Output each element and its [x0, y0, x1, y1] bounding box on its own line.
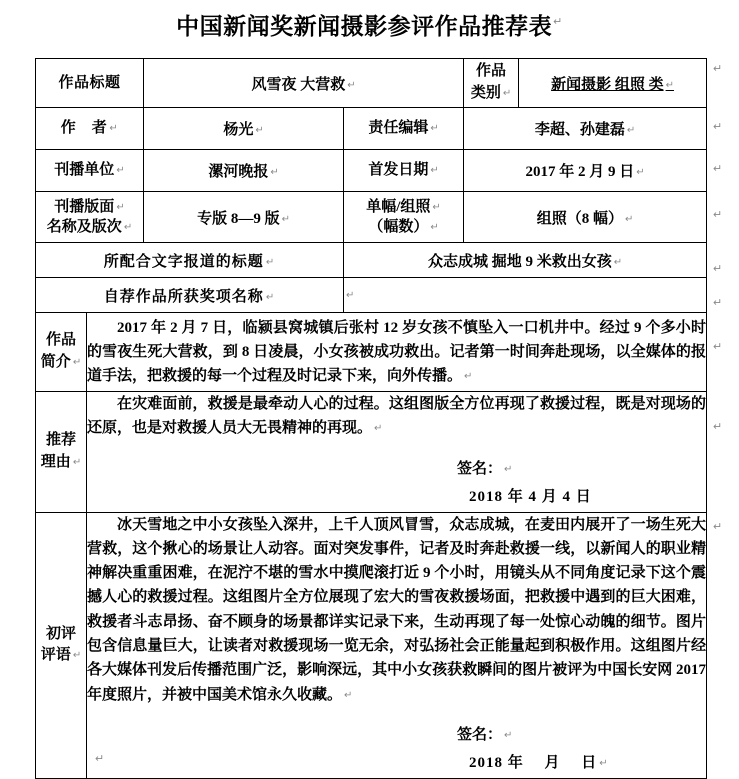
paragraph-mark-icon: ↵ — [346, 289, 355, 301]
recommendation-form-table — [35, 58, 707, 779]
paragraph-mark-icon: ↵ — [613, 256, 623, 268]
editor-label: 责任编辑 ↵ — [344, 108, 464, 150]
author-label: 作 者 ↵ — [36, 108, 144, 150]
recommend-signature-label: 签名： ↵ — [457, 460, 513, 477]
recommend-reason-label: 推荐 理由 ↵ — [36, 392, 87, 513]
work-brief-text: 2017 年 2 月 7 日，临颍县窝城镇后张村 12 岁女孩不慎坠入一口机井中。经过 9 个多小时的雪夜生死大营救，到 8 日凌晨，小女孩被成功救出。记者第一时间奔赴现场，以全媒体的报道手法，把救援的每一个过程及时记录下来，向外传播。 ↵ — [87, 313, 707, 392]
self-nominated-award-value[interactable] — [344, 278, 707, 313]
table-row-self-award — [36, 278, 707, 313]
editor-value: 李超、孙建磊 ↵ — [464, 108, 707, 150]
paragraph-mark-icon: ↵ — [713, 297, 723, 309]
paragraph-mark-icon: ↵ — [713, 521, 723, 533]
publisher-label: 刊播单位 ↵ — [36, 150, 144, 192]
paragraph-mark-icon: ↵ — [347, 79, 356, 91]
paragraph-mark-icon: ↵ — [713, 163, 723, 175]
page-name-label: 刊播版面 ↵ 名称及版次 ↵ — [36, 192, 144, 243]
paragraph-mark-icon: ↵ — [713, 263, 723, 275]
work-category-label: 作品 类别 ↵ — [464, 59, 519, 108]
table-row-author — [36, 108, 707, 150]
paragraph-mark-icon: ↵ — [504, 463, 513, 475]
paragraph-mark-icon: ↵ — [713, 341, 723, 353]
paragraph-mark-icon: ↵ — [72, 456, 82, 468]
paragraph-mark-icon: ↵ — [502, 88, 512, 99]
paragraph-mark-icon: ↵ — [713, 121, 723, 133]
paragraph-mark-icon: ↵ — [430, 222, 439, 233]
paragraph-mark-icon: ↵ — [626, 125, 636, 136]
paragraph-mark-icon: ↵ — [116, 165, 125, 177]
paragraph-mark-icon: ↵ — [116, 201, 125, 213]
paragraph-mark-icon: ↵ — [95, 753, 105, 765]
page-title-text: 中国新闻奖新闻摄影参评作品推荐表 — [176, 14, 553, 39]
paragraph-mark-icon: ↵ — [344, 689, 353, 701]
paragraph-mark-icon: ↵ — [281, 213, 290, 225]
initial-review-label: 初评 评语 ↵ — [36, 512, 87, 778]
paragraph-mark-icon: ↵ — [265, 256, 276, 268]
accompanying-article-label: 所配合文字报道的标题 ↵ — [36, 243, 344, 278]
paragraph-mark-icon: ↵ — [432, 201, 441, 213]
table-row-reason — [36, 392, 707, 513]
paragraph-mark-icon: ↵ — [599, 758, 609, 770]
table-row-brief — [36, 313, 707, 392]
paragraph-mark-icon: ↵ — [665, 79, 674, 91]
paragraph-mark-icon: ↵ — [72, 650, 82, 662]
paragraph-mark-icon: ↵ — [265, 291, 276, 303]
first-publish-date-label: 首发日期 ↵ — [344, 150, 464, 192]
paragraph-mark-icon: ↵ — [636, 167, 645, 178]
review-signature-label: 签名： ↵ — [457, 726, 513, 743]
table-row-review — [36, 512, 707, 778]
recommend-reason-text: 在灾难面前，救援是最牵动人心的过程。这组图版全方位再现了救援过程，既是对现场的还原，也是对救援人员大无畏精神的再现。 ↵ — [87, 396, 707, 437]
paragraph-mark-icon: ↵ — [713, 63, 723, 75]
table-row-work-title — [36, 59, 707, 108]
page-title — [0, 8, 739, 41]
initial-review-cell — [87, 512, 707, 778]
paragraph-mark-icon: ↵ — [624, 213, 634, 225]
paragraph-mark-icon: ↵ — [553, 16, 563, 29]
review-signature-date: 2018 年 月 日 ↵ — [469, 755, 609, 772]
paragraph-mark-icon: ↵ — [430, 165, 439, 177]
paragraph-mark-icon: ↵ — [123, 222, 133, 233]
paragraph-mark-icon: ↵ — [464, 371, 473, 383]
work-title-value: 风雪夜 大营救 ↵ — [144, 59, 464, 108]
paragraph-mark-icon: ↵ — [270, 167, 279, 178]
initial-review-text: 冰天雪地之中小女孩坠入深井，上千人顶风冒雪，众志成城，在麦田内展开了一场生死大营救，这个揪心的场景让人动容。面对突发事件，记者及时奔赴救援一线，以新闻人的职业精神解决重重困难，在泥泞不堪的雪水中摸爬滚打近 9 个小时，用镜头从不同角度记录下这个震撼人心的救援过程。这组图片全方位展现了宏大的雪夜救援场面，把救援中遇到的巨大困难，救援者斗志昂扬、奋不顾身的场景都详实记录下来，生动再现了每一处惊心动魄的细节。图片包含信息量巨大，让读者对救援现场一览无余，对弘扬社会正能量起到积极作用。这组图片经各大媒体刊发后传播范围广泛，影响深远，其中小女孩获救瞬间的图片被评为中国长安网 2017 年度照片，并被中国美术馆永久收藏。 ↵ — [87, 516, 707, 703]
work-brief-label: 作品 简介 ↵ — [36, 313, 87, 392]
paragraph-mark-icon: ↵ — [713, 421, 723, 433]
publisher-value: 漯河晚报 ↵ — [144, 150, 344, 192]
paragraph-mark-icon: ↵ — [255, 125, 264, 136]
table-row-publisher — [36, 150, 707, 192]
first-publish-date-value: 2017 年 2 月 9 日 ↵ — [464, 150, 707, 192]
paragraph-mark-icon: ↵ — [374, 423, 383, 435]
page-name-value: 专版 8—9 版 ↵ — [144, 192, 344, 243]
paragraph-mark-icon: ↵ — [72, 357, 82, 368]
paragraph-mark-icon: ↵ — [430, 123, 439, 135]
recommend-signature-block — [87, 441, 706, 512]
author-value: 杨光 ↵ — [144, 108, 344, 150]
work-title-label: 作品标题 — [36, 59, 144, 108]
table-row-page-info — [36, 192, 707, 243]
photo-count-value: 组照（8 幅） ↵ — [464, 192, 707, 243]
recommend-signature-date: 2018 年 4 月 4 日 — [469, 489, 592, 506]
paragraph-mark-icon: ↵ — [713, 209, 723, 221]
work-category-value: 新闻摄影 组照 类 ↵ — [519, 59, 707, 108]
photo-count-label: 单幅/组照 ↵ （幅数） ↵ — [344, 192, 464, 243]
accompanying-article-value: 众志成城 掘地 9 米救出女孩 ↵ — [344, 243, 707, 278]
table-row-accompanying-title — [36, 243, 707, 278]
recommend-reason-cell — [87, 392, 707, 513]
review-signature-block — [87, 707, 706, 778]
paragraph-mark-icon: ↵ — [504, 729, 513, 741]
paragraph-mark-icon: ↵ — [109, 123, 119, 135]
self-nominated-award-label: 自荐作品所获奖项名称 ↵ — [36, 278, 344, 313]
